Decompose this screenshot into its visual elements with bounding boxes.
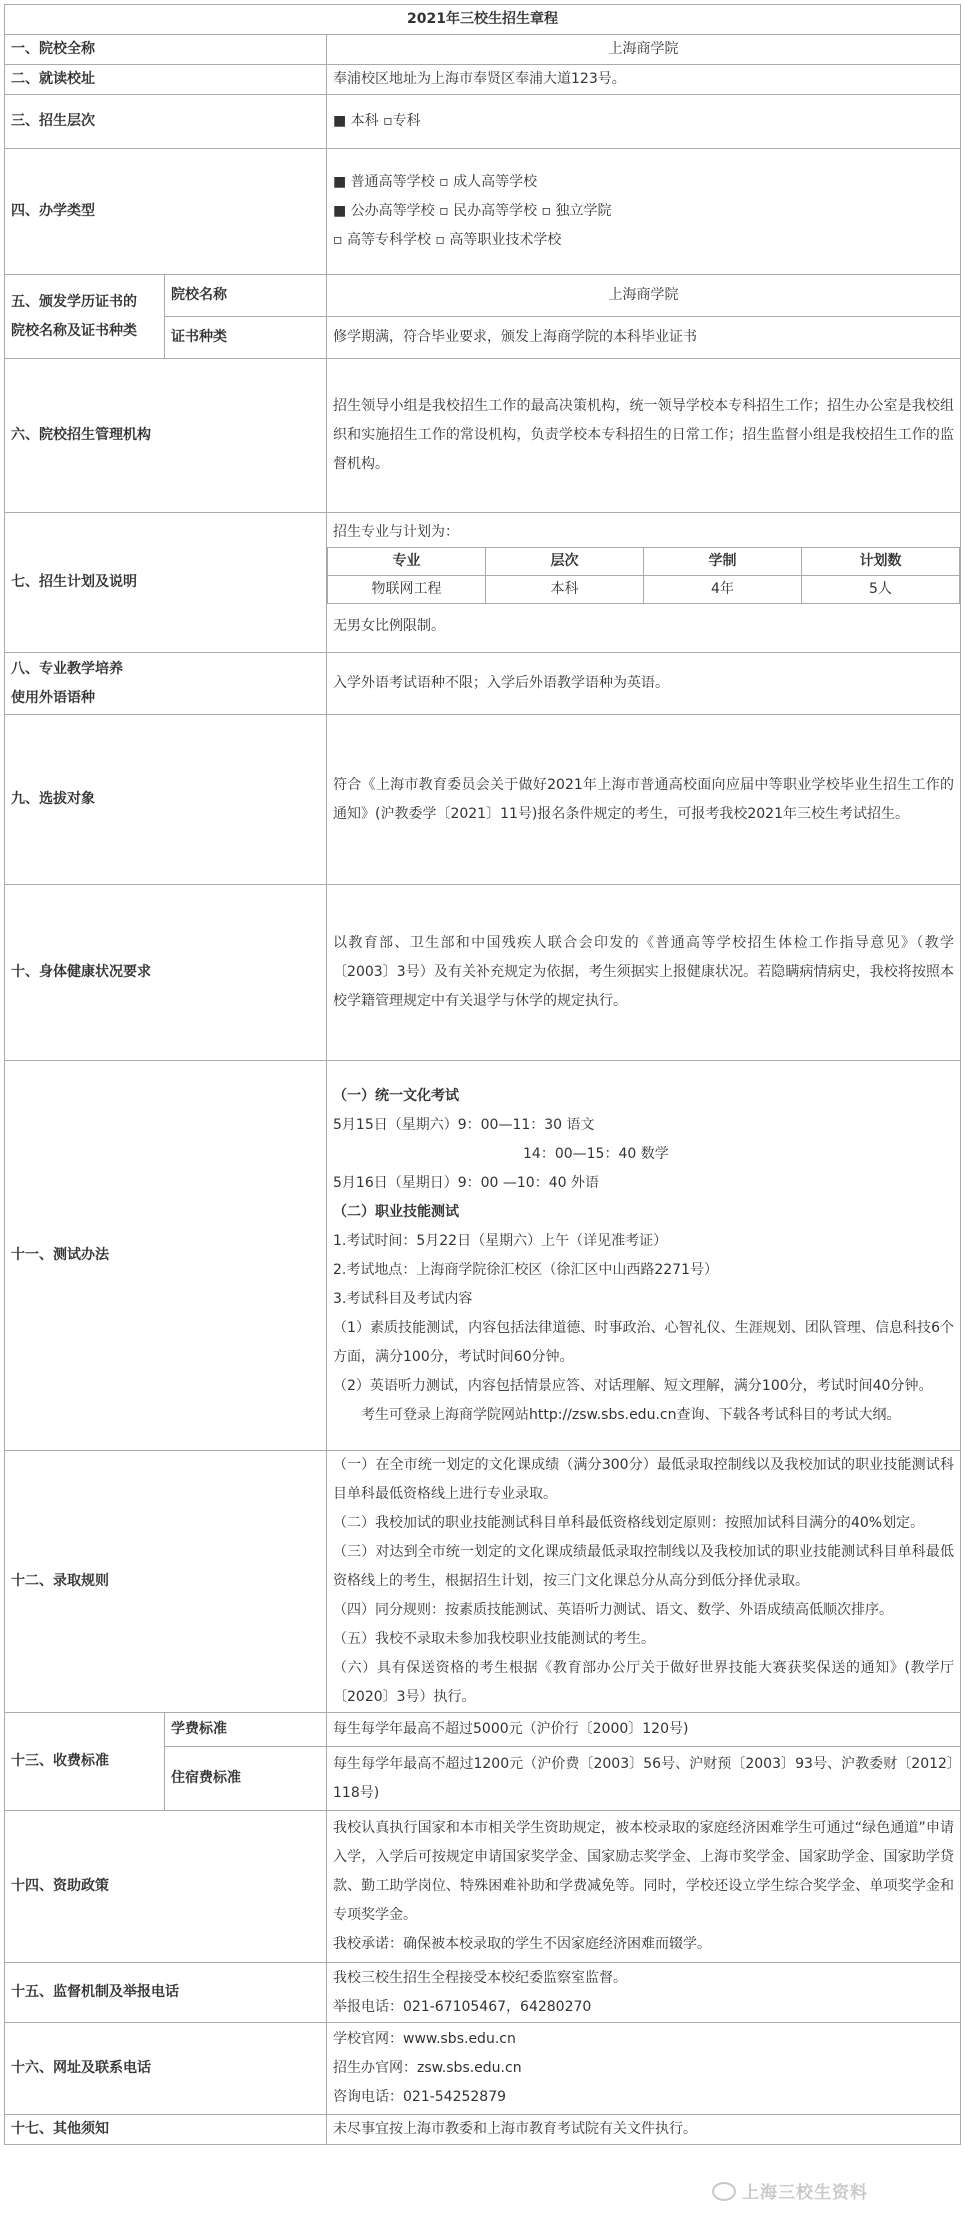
row-foreign-language [5,653,961,715]
watermark-text: 上海三校生资料 [742,2183,868,2203]
plan-note: 无男女比例限制。 [333,618,445,634]
row-value [327,1811,961,1963]
row-value [327,2023,961,2115]
row-label: 十七、其他须知 [5,2115,327,2145]
row-label: 十、身体健康状况要求 [5,885,327,1061]
text-paragraph: （五）我校不录取未参加我校职业技能测试的考生。 [333,1631,655,1647]
section-heading: （二）职业技能测试 [333,1203,459,1220]
row-contact [5,2023,961,2115]
row-supervision [5,1963,961,2023]
plan-header: 计划数 [802,548,960,576]
admission-website: 招生办官网：zsw.sbs.edu.cn [333,2060,522,2076]
report-phone: 举报电话：021-67105467，64280270 [333,1998,592,2015]
sub-label: 院校名称 [165,275,327,317]
row-value: 未尽事宜按上海市教委和上海市教育考试院有关文件执行。 [327,2115,961,2145]
row-label: 十四、资助政策 [5,1811,327,1963]
plan-header: 学制 [644,548,802,576]
row-address [5,65,961,95]
row-label: 一、院校全称 [5,35,327,65]
section-heading: （一）统一文化考试 [333,1087,459,1104]
type-line: ■ 公办高等学校 ▫ 民办高等学校 ▫ 独立学院 [333,203,612,219]
text-paragraph: （二）我校加试的职业技能测试科目单科最低资格线划定原则：按照加试科目满分的40%划定。 [333,1515,925,1531]
row-value: ■ 本科 ▫专科 [327,95,961,149]
row-value: 每生每学年最高不超过1200元（沪价费〔2003〕56号、沪财预〔2003〕93号、沪教委财〔2012〕118号) [327,1747,961,1811]
row-label [5,275,165,359]
wechat-icon [712,2182,736,2201]
row-label [5,653,327,715]
sub-label: 证书种类 [165,317,327,359]
plan-intro: 招生专业与计划为： [333,524,459,540]
row-value: 符合《上海市教育委员会关于做好2021年上海市普通高校面向应届中等职业学校毕业生招生工作的通知》(沪教委学〔2021〕11号)报名条件规定的考生，可报考我校2021年三校生考试招生。 [327,715,961,885]
plan-cell: 4年 [644,576,802,604]
row-value [327,1451,961,1713]
type-line: ■ 普通高等学校 ▫ 成人高等学校 [333,174,538,190]
row-value: 上海商学院 [327,275,961,317]
charter-table [4,4,961,2145]
row-label: 二、就读校址 [5,65,327,95]
row-label: 四、办学类型 [5,149,327,275]
row-value: 修学期满，符合毕业要求，颁发上海商学院的本科毕业证书 [327,317,961,359]
row-label: 七、招生计划及说明 [5,513,327,653]
row-certificate-school [5,275,961,317]
row-value: 上海商学院 [327,35,961,65]
text-line: 我校三校生招生全程接受本校纪委监察室监督。 [333,1969,627,1986]
label-line: 院校名称及证书种类 [11,322,137,339]
row-level [5,95,961,149]
text-line: 3.考试科目及考试内容 [333,1290,473,1307]
row-label: 九、选拔对象 [5,715,327,885]
plan-cell: 本科 [486,576,644,604]
text-paragraph: （一）在全市统一划定的文化课成绩（满分300分）最低录取控制线以及我校加试的职业技能测试科目单科最低资格线上进行专业录取。 [333,1457,954,1502]
plan-header: 专业 [328,548,486,576]
school-website: 学校官网：www.sbs.edu.cn [333,2031,516,2047]
text-paragraph: （六）具有保送资格的考生根据《教育部办公厅关于做好世界技能大赛获奖保送的通知》(教学厅〔2020〕3号）执行。 [333,1660,954,1705]
row-school-type [5,149,961,275]
text-line: 1.考试时间：5月22日（星期六）上午（详见准考证） [333,1232,668,1249]
text-paragraph: 考生可登录上海商学院网站http://zsw.sbs.edu.cn查询、下载各考试科目的考试大纲。 [361,1406,901,1423]
row-value: 以教育部、卫生部和中国残疾人联合会印发的《普通高等学校招生体检工作指导意见》（教学〔2003〕3号）及有关补充规定为依据，考生须据实上报健康状况。若隐瞒病情病史，我校将按照本校学籍管理规定中有关退学与休学的规定执行。 [327,885,961,1061]
text-line: 5月16日（星期日）9：00 —10：40 外语 [333,1174,599,1191]
row-exam-methods [5,1061,961,1451]
row-label: 十三、收费标准 [5,1713,165,1811]
plan-cell: 物联网工程 [328,576,486,604]
row-label: 十六、网址及联系电话 [5,2023,327,2115]
row-value: 入学外语考试语种不限；入学后外语教学语种为英语。 [327,653,961,715]
label-line: 八、专业教学培养 [11,660,123,677]
label-line: 五、颁发学历证书的 [11,293,137,310]
row-tuition [5,1713,961,1747]
plan-table [327,547,960,604]
text-paragraph: （四）同分规则：按素质技能测试、英语听力测试、语文、数学、外语成绩高低顺次排序。 [333,1602,893,1618]
label-line: 使用外语语种 [11,689,95,706]
text-paragraph: （三）对达到全市统一划定的文化课成绩最低录取控制线以及我校加试的职业技能测试科目单科最低资格线上的考生，根据招生计划，按三门文化课总分从高分到低分择优录取。 [333,1544,954,1589]
document-title: 2021年三校生招生章程 [5,5,961,35]
row-value [327,1061,961,1451]
row-label: 三、招生层次 [5,95,327,149]
sub-label: 学费标准 [165,1713,327,1747]
text-line: 5月15日（星期六）9：00—11：30 语文 [333,1116,595,1133]
type-line: ▫ 高等专科学校 ▫ 高等职业技术学校 [333,232,562,248]
sub-label: 住宿费标准 [165,1747,327,1811]
row-eligibility [5,715,961,885]
text-paragraph: （2）英语听力测试，内容包括情景应答、对话理解、短文理解，满分100分，考试时间40分钟。 [333,1377,933,1394]
row-label: 十五、监督机制及举报电话 [5,1963,327,2023]
text-paragraph: （1）素质技能测试，内容包括法律道德、时事政治、心智礼仪、生涯规划、团队管理、信息科技6个方面，满分100分，考试时间60分钟。 [333,1319,954,1365]
row-health [5,885,961,1061]
row-value: 奉浦校区地址为上海市奉贤区奉浦大道123号。 [327,65,961,95]
row-label: 六、院校招生管理机构 [5,359,327,513]
row-value: 每生每学年最高不超过5000元（沪价行〔2000〕120号) [327,1713,961,1747]
table-title-row [5,5,961,35]
row-admission-office [5,359,961,513]
text-line: 14：00—15：40 数学 [523,1145,669,1162]
row-value [327,149,961,275]
text-line: 2.考试地点：上海商学院徐汇校区（徐汇区中山西路2271号） [333,1261,718,1278]
plan-cell: 5人 [802,576,960,604]
admission-charter-document [4,4,960,2145]
row-school-name [5,35,961,65]
text-paragraph: 我校承诺：确保被本校录取的学生不因家庭经济困难而辍学。 [333,1936,711,1952]
row-other-notes [5,2115,961,2145]
row-value [327,513,961,653]
row-plan [5,513,961,653]
row-value: 招生领导小组是我校招生工作的最高决策机构，统一领导学校本专科招生工作；招生办公室是我校组织和实施招生工作的常设机构，负责学校本专科招生的日常工作；招生监督小组是我校招生工作的监督机构。 [327,359,961,513]
row-value [327,1963,961,2023]
consult-phone: 咨询电话：021-54252879 [333,2089,507,2105]
row-label: 十二、录取规则 [5,1451,327,1713]
row-label: 十一、测试办法 [5,1061,327,1451]
row-admission-rules [5,1451,961,1713]
plan-header: 层次 [486,548,644,576]
row-financial-aid [5,1811,961,1963]
watermark [712,2178,868,2203]
text-paragraph: 我校认真执行国家和本市相关学生资助规定，被本校录取的家庭经济困难学生可通过“绿色通道”申请入学，入学后可按规定申请国家奖学金、国家励志奖学金、上海市奖学金、国家助学金、国家助学贷款、勤工助学岗位、特殊困难补助和学费减免等。同时，学校还设立学生综合奖学金、单项奖学金和专项奖学金。 [333,1820,954,1923]
